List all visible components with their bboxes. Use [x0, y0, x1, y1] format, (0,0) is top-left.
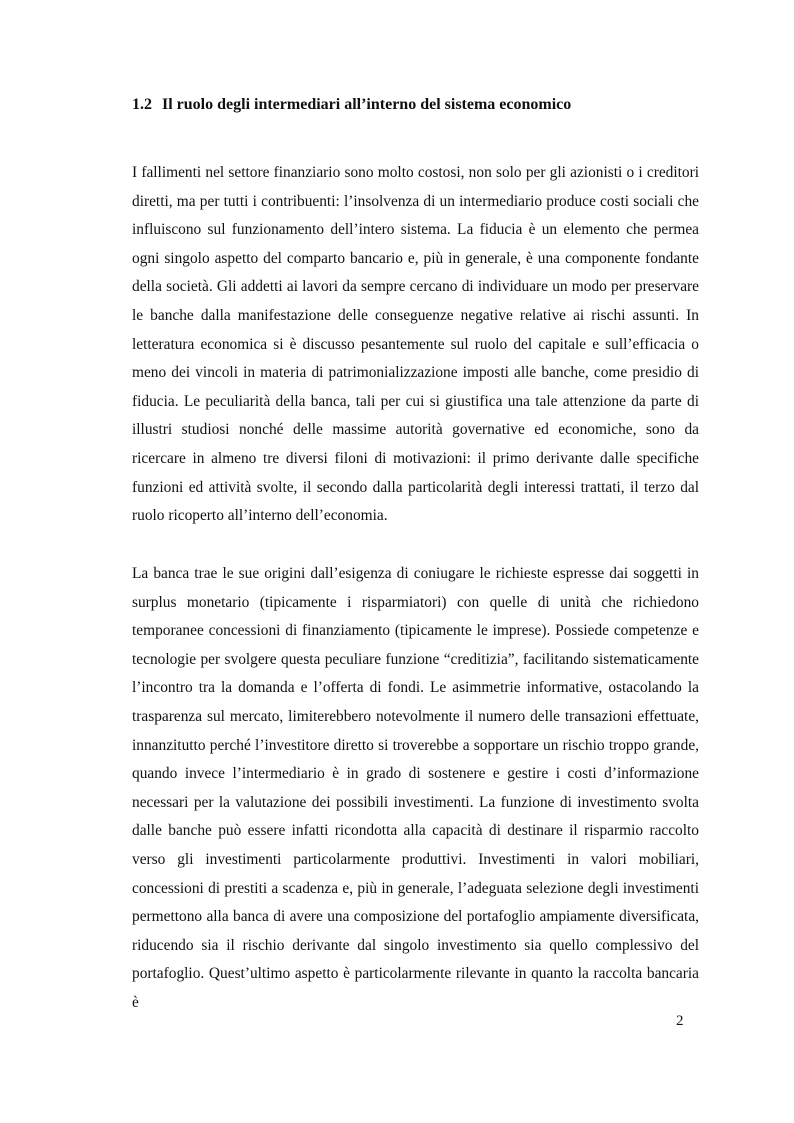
section-number: 1.2	[132, 96, 152, 113]
section-heading	[132, 95, 699, 115]
page-number: 2	[676, 1013, 684, 1029]
body-paragraph: I fallimenti nel settore finanziario sono molto costosi, non solo per gli azionisti o i creditori diretti, ma per tutti i contribuenti: l’insolvenza di un intermediario produce costi sociali che influiscono sul funzionamento dell’intero sistema. La fiducia è un elemento che permea ogni singolo aspetto del comparto bancario e, più in generale, è una componente fondante della società. Gli addetti ai lavori da sempre cercano di individuare un modo per preservare le banche dalla manifestazione delle conseguenze negative relative ai rischi assunti. In letteratura economica si è discusso pesantemente sul ruolo del capitale e sull’efficacia o meno dei vincoli in materia di patrimonializzazione imposti alle banche, come presidio di fiducia. Le peculiarità della banca, tali per cui si giustifica una tale attenzione da parte di illustri studiosi nonché delle massime autorità governative ed economiche, sono da ricercare in almeno tre diversi filoni di motivazioni: il primo derivante dalle specifiche funzioni ed attività svolte, il secondo dalla particolarità degli interessi trattati, il terzo dal ruolo ricoperto all’interno dell’economia.	[132, 164, 699, 525]
body-paragraph: La banca trae le sue origini dall’esigenza di coniugare le richieste espresse dai soggetti in surplus monetario (tipicamente i risparmiatori) con quelle di unità che richiedono temporanee concessioni di finanziamento (tipicamente le imprese). Possiede competenze e tecnologie per svolgere questa peculiare funzione “creditizia”, facilitando sistematicamente l’incontro tra la domanda e l’offerta di fondi. Le asimmetrie informative, ostacolando la trasparenza sul mercato, limiterebbero notevolmente il numero delle transazioni effettuate, innanzitutto perché l’investitore diretto si troverebbe a sopportare un rischio troppo grande, quando invece l’intermediario è in grado di sostenere e gestire i costi d’informazione necessari per la valutazione dei possibili investimenti. La funzione di investimento svolta dalle banche può essere infatti ricondotta alla capacità di destinare il risparmio raccolto verso gli investimenti particolarmente produttivi. Investimenti in valori mobiliari, concessioni di prestiti a scadenza e, più in generale, l’adeguata selezione degli investimenti permettono alla banca di avere una composizione del portafoglio ampiamente diversificata, riducendo sia il rischio derivante dal singolo investimento sia quello complessivo del portafoglio. Quest’ultimo aspetto è particolarmente rilevante in quanto la raccolta bancaria è	[132, 565, 699, 1011]
section-title: Il ruolo degli intermediari all’interno del sistema economico	[162, 96, 572, 113]
